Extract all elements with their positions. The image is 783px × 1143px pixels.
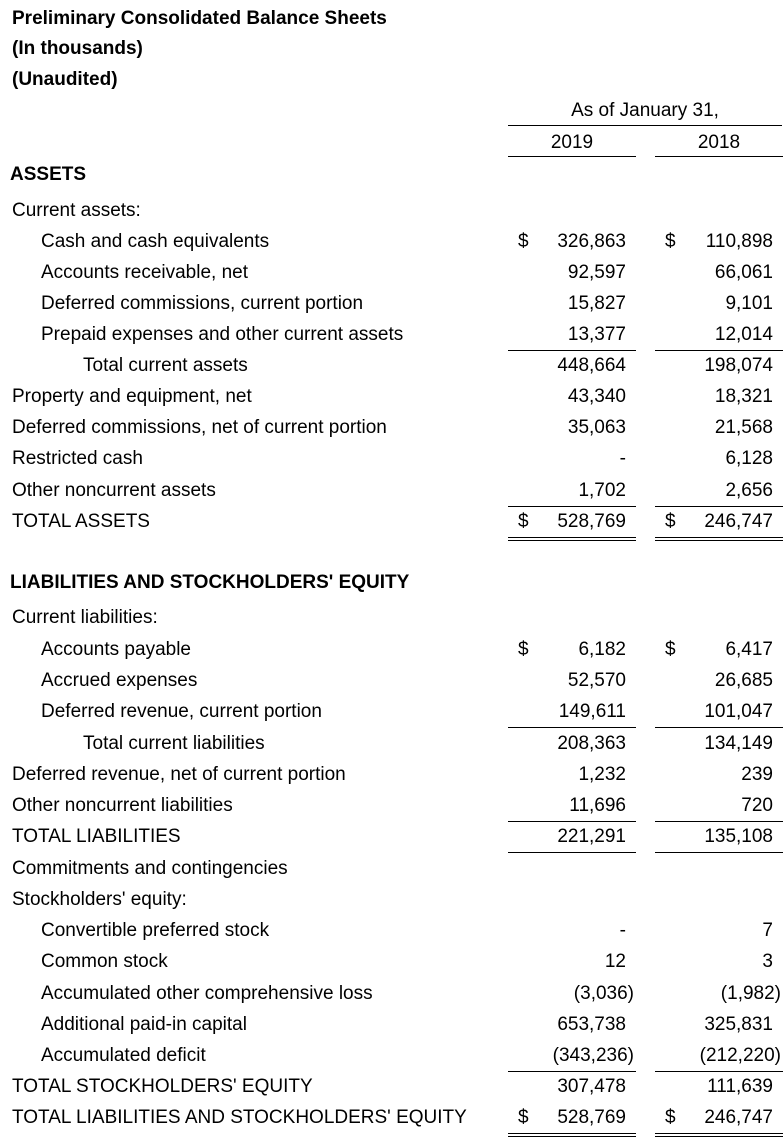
value-amount: 149,611 — [558, 701, 626, 722]
value-cell-2019 — [508, 412, 636, 443]
row-label: Accounts receivable, net — [41, 262, 249, 283]
value-amount: 110,898 — [705, 231, 773, 252]
table-row — [0, 853, 783, 884]
table-row — [0, 915, 783, 946]
value-cell-2018 — [655, 790, 783, 822]
row-label: Accrued expenses — [41, 670, 198, 691]
value-amount: 198,074 — [704, 355, 773, 376]
value-amount: - — [619, 920, 626, 941]
table-row — [0, 1071, 783, 1102]
table-row — [0, 759, 783, 790]
value-cell-2018 — [655, 1040, 783, 1072]
row-label: Accounts payable — [41, 639, 191, 660]
value-amount: 66,061 — [714, 262, 773, 283]
row-label: Other noncurrent assets — [12, 480, 216, 501]
value-cell-2019 — [508, 195, 636, 226]
row-label: Cash and cash equivalents — [41, 231, 270, 252]
value-amount: 221,291 — [557, 826, 626, 847]
value-cell-2018 — [655, 602, 783, 633]
year-rule-2018 — [655, 156, 783, 157]
value-cell-2019 — [508, 1040, 636, 1072]
value-amount: 18,321 — [714, 386, 773, 407]
value-amount: 1,232 — [578, 764, 626, 785]
table-row — [0, 381, 783, 412]
row-label: TOTAL LIABILITIES AND STOCKHOLDERS' EQUITY — [12, 1107, 467, 1128]
table-row — [0, 506, 783, 537]
value-cell-2019 — [508, 853, 636, 884]
value-cell-2019 — [508, 602, 636, 633]
value-amount: 653,738 — [557, 1014, 626, 1035]
value-cell-2019 — [508, 288, 636, 319]
value-amount: 43,340 — [567, 386, 626, 407]
value-amount: 7 — [762, 920, 773, 941]
value-amount: 101,047 — [704, 701, 773, 722]
row-label: Stockholders' equity: — [12, 889, 187, 910]
value-amount: 35,063 — [567, 417, 626, 438]
value-amount: 15,827 — [567, 293, 626, 314]
table-row — [0, 946, 783, 977]
value-amount: 326,863 — [557, 231, 626, 252]
table-row — [0, 475, 783, 506]
row-label: Convertible preferred stock — [41, 920, 270, 941]
currency-symbol: $ — [665, 231, 676, 252]
value-cell-2018 — [655, 350, 783, 381]
value-cell-2019 — [508, 443, 636, 474]
value-amount: (212,220) — [699, 1045, 781, 1066]
value-cell-2018 — [655, 226, 783, 257]
value-cell-2019 — [508, 884, 636, 915]
row-label: Prepaid expenses and other current assets — [41, 324, 404, 345]
row-label: Commitments and contingencies — [12, 858, 288, 879]
section-heading-liabilities-equity: LIABILITIES AND STOCKHOLDERS' EQUITY — [10, 572, 410, 593]
value-cell-2018 — [655, 412, 783, 443]
row-label: Current liabilities: — [12, 607, 158, 628]
value-cell-2019 — [508, 475, 636, 507]
value-amount: 208,363 — [557, 733, 626, 754]
row-label: Deferred commissions, current portion — [41, 293, 364, 314]
table-row — [0, 319, 783, 350]
section-heading-assets: ASSETS — [10, 164, 87, 185]
value-amount: (1,982) — [720, 983, 781, 1004]
row-label: Accumulated deficit — [41, 1045, 206, 1066]
value-cell-2018 — [655, 946, 783, 977]
value-cell-2018 — [655, 759, 783, 790]
table-row — [0, 195, 783, 226]
value-cell-2019 — [508, 821, 636, 853]
row-label: Accumulated other comprehensive loss — [41, 983, 373, 1004]
value-amount: 3 — [762, 951, 773, 972]
value-amount: 92,597 — [567, 262, 626, 283]
value-cell-2019 — [508, 350, 636, 381]
table-row — [0, 412, 783, 443]
currency-symbol: $ — [518, 511, 529, 532]
value-amount: 246,747 — [704, 511, 773, 532]
value-amount: 13,377 — [567, 324, 626, 345]
value-amount: 6,182 — [578, 639, 626, 660]
row-label: Deferred commissions, net of current portion — [12, 417, 387, 438]
value-amount: 11,696 — [569, 795, 626, 816]
currency-symbol: $ — [518, 639, 529, 660]
value-cell-2018 — [655, 1102, 783, 1137]
row-label: TOTAL LIABILITIES — [12, 826, 181, 847]
row-label: Deferred revenue, current portion — [41, 701, 322, 722]
table-row — [0, 288, 783, 319]
table-row — [0, 790, 783, 821]
value-amount: 6,128 — [725, 448, 773, 469]
table-row — [0, 350, 783, 381]
table-row — [0, 634, 783, 665]
table-row — [0, 978, 783, 1009]
currency-symbol: $ — [665, 639, 676, 660]
value-amount: 135,108 — [704, 826, 773, 847]
value-amount: 528,769 — [557, 511, 626, 532]
value-amount: 21,568 — [714, 417, 773, 438]
value-cell-2019 — [508, 728, 636, 759]
value-cell-2018 — [655, 443, 783, 474]
table-row — [0, 696, 783, 727]
year-header-2018: 2018 — [697, 132, 741, 153]
table-row — [0, 728, 783, 759]
table-row — [0, 226, 783, 257]
value-cell-2019 — [508, 1071, 636, 1102]
value-cell-2018 — [655, 915, 783, 946]
value-cell-2019 — [508, 946, 636, 977]
value-amount: - — [619, 448, 626, 469]
value-cell-2019 — [508, 1102, 636, 1137]
value-cell-2019 — [508, 978, 636, 1009]
value-amount: 12,014 — [714, 324, 773, 345]
table-row — [0, 1102, 783, 1133]
value-cell-2018 — [655, 195, 783, 226]
value-cell-2019 — [508, 634, 636, 665]
value-cell-2018 — [655, 288, 783, 319]
row-label: TOTAL STOCKHOLDERS' EQUITY — [12, 1076, 313, 1097]
value-amount: 720 — [741, 795, 773, 816]
statement-audit-status: (Unaudited) — [12, 69, 118, 90]
value-amount: 528,769 — [557, 1107, 626, 1128]
value-amount: 134,149 — [704, 733, 773, 754]
value-cell-2019 — [508, 1009, 636, 1040]
currency-symbol: $ — [518, 1107, 529, 1128]
value-cell-2018 — [655, 634, 783, 665]
row-label: Additional paid-in capital — [41, 1014, 247, 1035]
value-cell-2018 — [655, 978, 783, 1009]
value-amount: 12 — [604, 951, 626, 972]
value-amount: 239 — [741, 764, 773, 785]
currency-symbol: $ — [665, 1107, 676, 1128]
value-cell-2019 — [508, 257, 636, 288]
value-amount: 448,664 — [557, 355, 626, 376]
value-cell-2019 — [508, 381, 636, 412]
value-cell-2019 — [508, 665, 636, 696]
as-of-rule — [508, 125, 782, 126]
value-cell-2018 — [655, 1009, 783, 1040]
value-amount: 325,831 — [704, 1014, 773, 1035]
row-label: TOTAL ASSETS — [12, 511, 150, 532]
statement-title: Preliminary Consolidated Balance Sheets — [12, 8, 387, 29]
table-row — [0, 884, 783, 915]
value-amount: 307,478 — [557, 1076, 626, 1097]
row-label: Deferred revenue, net of current portion — [12, 764, 346, 785]
value-cell-2019 — [508, 759, 636, 790]
value-cell-2019 — [508, 915, 636, 946]
value-cell-2019 — [508, 319, 636, 351]
value-cell-2019 — [508, 226, 636, 257]
statement-units: (In thousands) — [12, 38, 143, 59]
row-label: Current assets: — [12, 200, 141, 221]
row-label: Other noncurrent liabilities — [12, 795, 233, 816]
value-amount: 1,702 — [578, 480, 626, 501]
value-cell-2019 — [508, 506, 636, 541]
value-cell-2018 — [655, 381, 783, 412]
currency-symbol: $ — [665, 511, 676, 532]
value-amount: 246,747 — [704, 1107, 773, 1128]
value-cell-2018 — [655, 728, 783, 759]
row-label: Restricted cash — [12, 448, 143, 469]
as-of-header: As of January 31, — [571, 100, 719, 121]
table-row — [0, 443, 783, 474]
value-cell-2018 — [655, 475, 783, 507]
table-row — [0, 602, 783, 633]
row-label: Total current assets — [83, 355, 248, 376]
row-label: Common stock — [41, 951, 168, 972]
value-amount: 26,685 — [714, 670, 773, 691]
value-cell-2018 — [655, 884, 783, 915]
value-amount: 2,656 — [725, 480, 773, 501]
value-cell-2018 — [655, 257, 783, 288]
value-amount: 111,639 — [707, 1076, 773, 1097]
table-row — [0, 665, 783, 696]
currency-symbol: $ — [518, 231, 529, 252]
value-cell-2018 — [655, 853, 783, 884]
year-rule-2019 — [508, 156, 636, 157]
value-cell-2018 — [655, 1071, 783, 1102]
year-header-2019: 2019 — [550, 132, 594, 153]
value-cell-2018 — [655, 319, 783, 351]
row-label: Property and equipment, net — [12, 386, 252, 407]
value-amount: 9,101 — [725, 293, 773, 314]
table-row — [0, 1040, 783, 1071]
value-cell-2019 — [508, 790, 636, 822]
value-cell-2018 — [655, 696, 783, 728]
table-row — [0, 821, 783, 852]
table-row — [0, 257, 783, 288]
value-cell-2019 — [508, 696, 636, 728]
value-amount: (3,036) — [573, 983, 634, 1004]
value-cell-2018 — [655, 665, 783, 696]
value-cell-2018 — [655, 506, 783, 541]
value-amount: 6,417 — [725, 639, 773, 660]
table-row — [0, 1009, 783, 1040]
value-cell-2018 — [655, 821, 783, 853]
row-label: Total current liabilities — [83, 733, 265, 754]
value-amount: 52,570 — [567, 670, 626, 691]
value-amount: (343,236) — [552, 1045, 634, 1066]
